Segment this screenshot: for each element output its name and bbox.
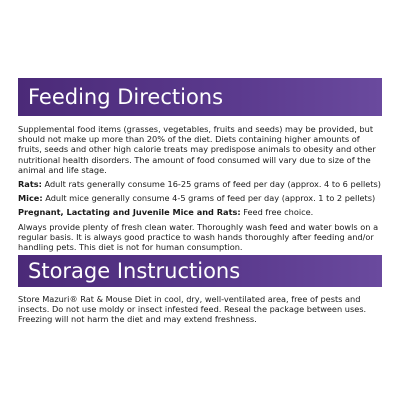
storage-instructions-body: [18, 294, 382, 329]
pregnant-paragraph: [18, 207, 382, 217]
storage-instructions-title: Storage Instructions: [28, 259, 241, 283]
mice-label: Mice:: [18, 193, 43, 204]
rats-paragraph: [18, 179, 382, 189]
feeding-intro-paragraph: Supplemental food items (grasses, vegetables, fruits and seeds) may be provided, but should not make up more than 20% of the diet. Diets containing higher amounts of fruits, seeds and other high calorie treats may predispose animals to obesity and other nutritional health disorders. The amount of food consumed will vary due to size of the animal and life stage.: [18, 124, 376, 175]
storage-instructions-heading: [18, 255, 382, 287]
mice-paragraph: [18, 193, 382, 203]
feeding-directions-heading: [18, 78, 382, 116]
storage-paragraph: Store Mazuri® Rat & Mouse Diet in cool, dry, well-ventilated area, free of pests and insects. Do not use moldy or insect infested feed. Reseal the package between uses. Freezing will not harm the diet and may extend freshness.: [18, 294, 367, 325]
feeding-directions-title: Feeding Directions: [28, 85, 224, 109]
pregnant-text: Feed free choice.: [240, 207, 314, 218]
rats-text: Adult rats generally consume 16-25 grams of feed per day (approx. 4 to 6 pellets): [41, 179, 381, 190]
water-paragraph: Always provide plenty of fresh clean water. Thoroughly wash feed and water bowls on a regular basis. It is always good practice to wash hands thoroughly after feeding and/or handling pets. This diet is not for human consumption.: [18, 221, 379, 253]
mice-text: Adult mice generally consume 4-5 grams of feed per day (approx. 1 to 2 pellets): [42, 193, 376, 204]
pregnant-label: Pregnant, Lactating and Juvenile Mice and Rats:: [18, 207, 241, 218]
rats-label: Rats:: [18, 179, 42, 190]
feeding-directions-body: [18, 124, 382, 256]
